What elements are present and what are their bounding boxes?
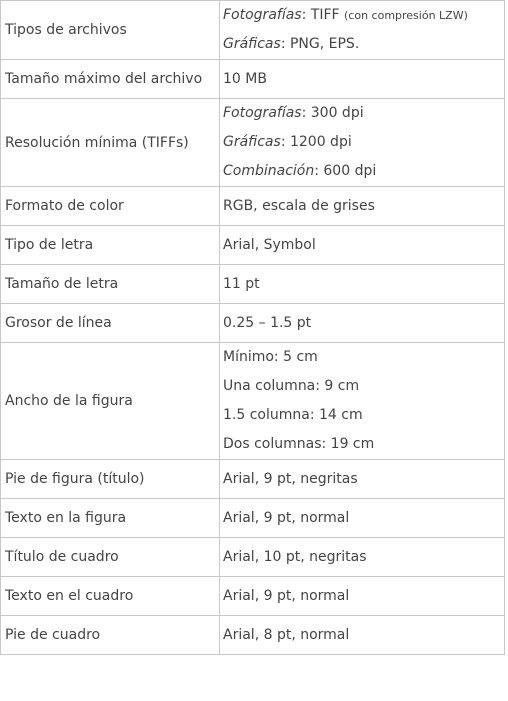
- row-value: Arial, 9 pt, negritas: [220, 460, 505, 499]
- table-row: [1, 265, 505, 304]
- row-label: Tamaño de letra: [1, 265, 220, 304]
- table-row: [1, 304, 505, 343]
- table-row: [1, 577, 505, 616]
- table-row: [1, 616, 505, 655]
- table-row: [1, 343, 505, 460]
- table-row: [1, 99, 505, 187]
- value-line: Gráficas: 1200 dpi: [223, 134, 352, 150]
- value-line: Mínimo: 5 cm: [223, 349, 318, 365]
- table-row: [1, 538, 505, 577]
- value-line: 1.5 columna: 14 cm: [223, 407, 363, 423]
- value-line: Fotografías: TIFF (con compresión LZW): [223, 7, 468, 23]
- row-value: Arial, 10 pt, negritas: [220, 538, 505, 577]
- row-label: Tipo de letra: [1, 226, 220, 265]
- table-row: [1, 499, 505, 538]
- row-label: Ancho de la figura: [1, 343, 220, 460]
- row-value: [220, 99, 505, 187]
- row-value: Arial, 9 pt, normal: [220, 577, 505, 616]
- row-value: Arial, 8 pt, normal: [220, 616, 505, 655]
- row-label: Texto en la figura: [1, 499, 220, 538]
- value-line: Una columna: 9 cm: [223, 378, 360, 394]
- table-row: [1, 187, 505, 226]
- row-label: Grosor de línea: [1, 304, 220, 343]
- row-value: 10 MB: [220, 60, 505, 99]
- row-label: Tamaño máximo del archivo: [1, 60, 220, 99]
- row-value: RGB, escala de grises: [220, 187, 505, 226]
- value-line: Gráficas: PNG, EPS.: [223, 36, 360, 52]
- table-row: [1, 60, 505, 99]
- value-line: Fotografías: 300 dpi: [223, 105, 364, 121]
- row-label: Pie de figura (título): [1, 460, 220, 499]
- row-value: 11 pt: [220, 265, 505, 304]
- value-line: Dos columnas: 19 cm: [223, 436, 375, 452]
- row-label: Pie de cuadro: [1, 616, 220, 655]
- value-line: Combinación: 600 dpi: [223, 163, 377, 179]
- row-value: [220, 343, 505, 460]
- row-value: [220, 1, 505, 60]
- row-value: Arial, Symbol: [220, 226, 505, 265]
- table-row: [1, 226, 505, 265]
- row-label: Título de cuadro: [1, 538, 220, 577]
- row-label: Resolución mínima (TIFFs): [1, 99, 220, 187]
- row-label: Texto en el cuadro: [1, 577, 220, 616]
- row-value: Arial, 9 pt, normal: [220, 499, 505, 538]
- table-row: [1, 460, 505, 499]
- table-row: [1, 1, 505, 60]
- row-label: Tipos de archivos: [1, 1, 220, 60]
- row-label: Formato de color: [1, 187, 220, 226]
- row-value: 0.25 – 1.5 pt: [220, 304, 505, 343]
